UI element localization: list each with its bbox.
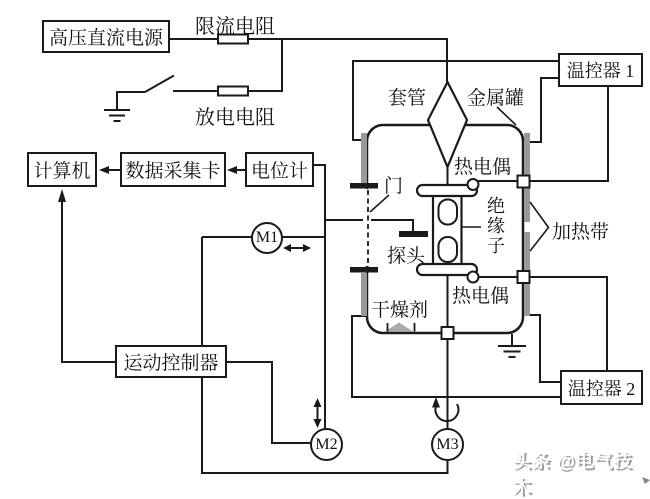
- hv-dc-source-box: 高压直流电源: [42, 20, 170, 53]
- heating-band-label: 加热带: [552, 222, 610, 243]
- desiccant-symbol: [385, 323, 415, 332]
- temp-controller-2-box: 温控器 2: [560, 370, 643, 405]
- ground-symbol-tank: [498, 334, 526, 357]
- thermocouple-bottom-label: 热电偶: [452, 286, 510, 307]
- temp2-right-band-wire: [529, 315, 560, 382]
- watermark: 头条 @电气技术: [513, 451, 633, 497]
- m1-arrow-right: [303, 244, 311, 252]
- arrow-into-computer-bottom: [58, 189, 66, 202]
- limit-resistor-label: 限流电阻: [195, 16, 275, 38]
- m1-arrow-left: [283, 244, 291, 252]
- potentiometer-box: 电位计: [245, 152, 314, 187]
- probe-label: 探头: [387, 246, 426, 267]
- discharge-resistor-symbol: [218, 87, 248, 96]
- daq-card-box: 数据采集卡: [120, 152, 226, 187]
- temp2-left-band-wire: [352, 316, 560, 397]
- discharge-branch-wire: [173, 39, 282, 91]
- temp1-right-band-wire: [529, 78, 558, 142]
- insulator-label: 绝缘子: [485, 196, 505, 256]
- door-bottom-plate: [350, 267, 378, 273]
- m2-arrow-up: [314, 398, 322, 407]
- motion-to-m2-wire: [227, 362, 310, 443]
- arrow-into-daq: [227, 166, 237, 174]
- motion-controller-box: 运动控制器: [115, 345, 227, 378]
- insulator-symbol: [417, 185, 477, 275]
- bushing-label: 套管: [388, 88, 427, 109]
- motor-m1: M1: [251, 222, 283, 254]
- temp2-thermocouple-wire: [530, 277, 607, 370]
- motor-m3: M3: [431, 428, 464, 461]
- door-label: 门: [384, 176, 404, 197]
- arrow-into-computer-right: [99, 166, 109, 174]
- computer-box: 计算机: [27, 152, 97, 187]
- motion-to-computer-wire: [62, 201, 115, 362]
- wall-terminal-bottom: [518, 271, 530, 283]
- motor-m2: M2: [310, 428, 343, 461]
- tank-bottom-terminal: [442, 327, 454, 339]
- arrowheads: [58, 166, 650, 484]
- discharge-resistor-label: 放电电阻: [195, 107, 275, 129]
- thermocouple-top-label: 热电偶: [454, 157, 512, 178]
- m2-arrow-down: [314, 419, 322, 428]
- probe-plate: [399, 231, 428, 237]
- temp-controller-1-box: 温控器 1: [558, 53, 643, 87]
- ground-symbol-left: [104, 110, 130, 121]
- m3-arrowhead: [432, 397, 440, 408]
- wall-terminal-top: [518, 176, 530, 188]
- potentiometer-wire: [314, 165, 325, 428]
- door-top-plate: [350, 183, 378, 189]
- heating-band-bracket: [530, 202, 549, 251]
- thermocouple-top-bead: [468, 179, 479, 190]
- desiccant-label: 干燥剂: [371, 300, 429, 321]
- discharge-switch: [117, 76, 174, 111]
- metal-tank-label: 金属罐: [467, 88, 525, 109]
- door-opening: [363, 189, 371, 266]
